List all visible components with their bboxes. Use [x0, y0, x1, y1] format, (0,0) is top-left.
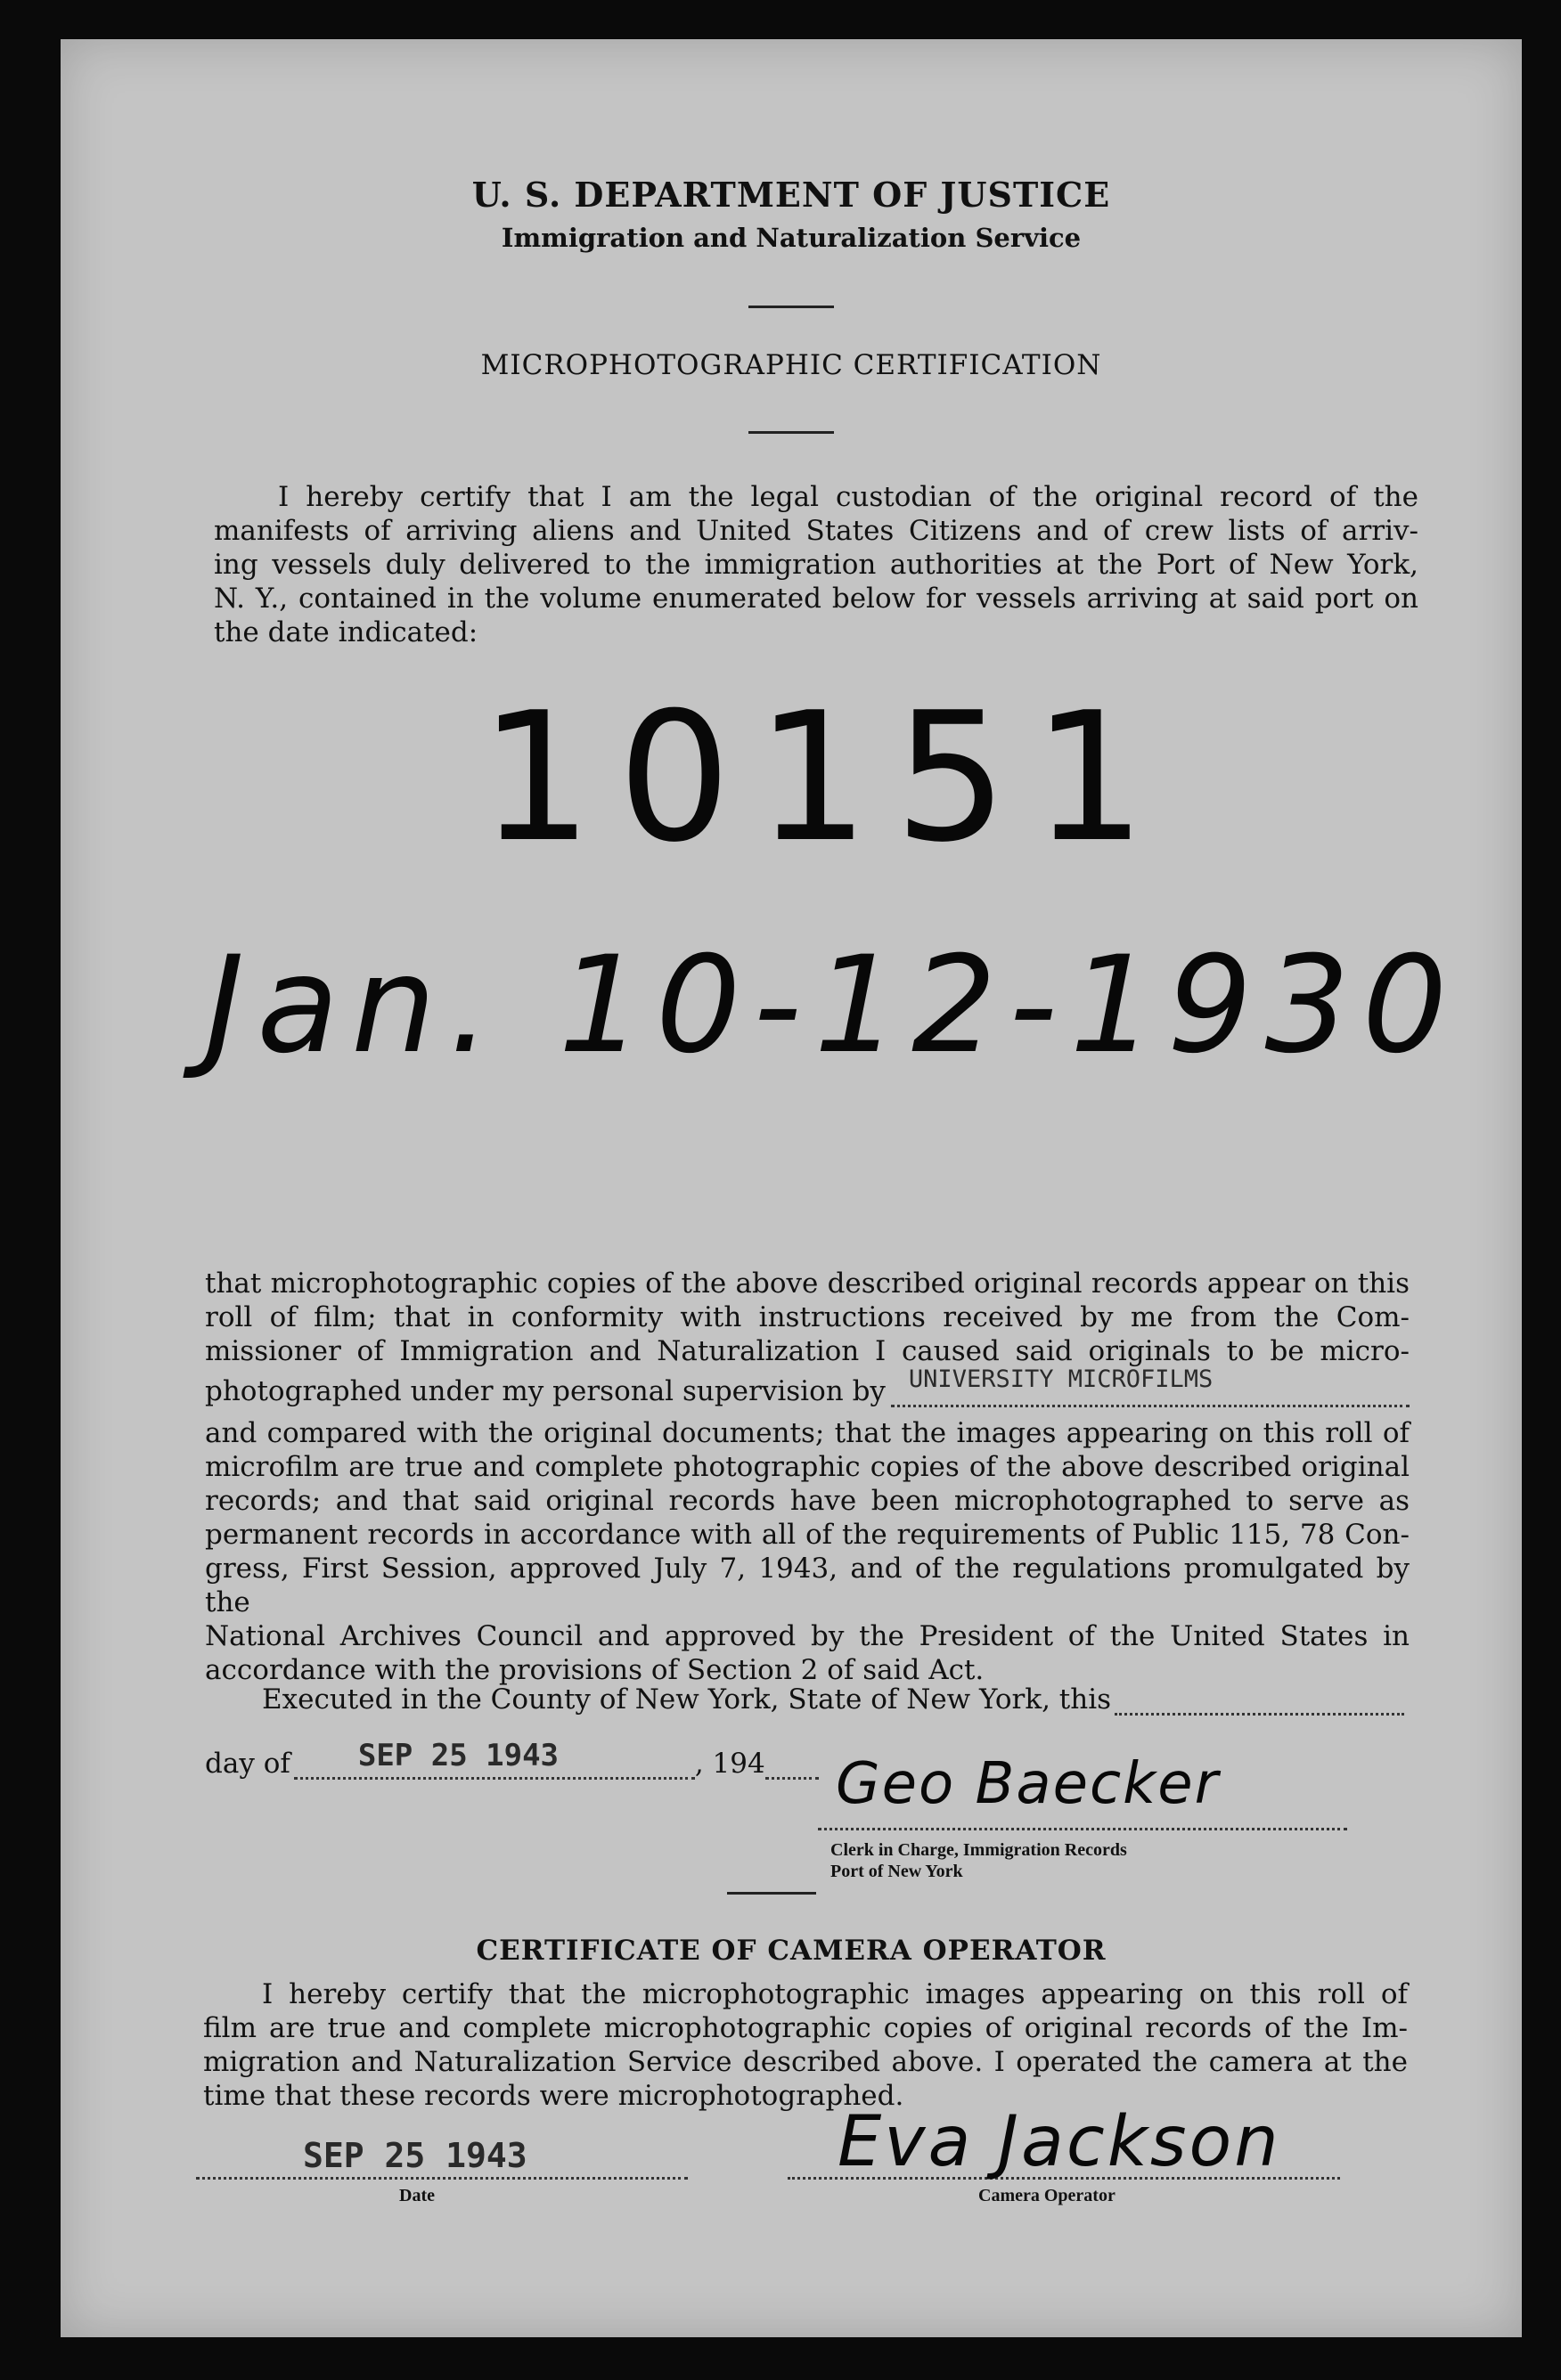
intro-paragraph — [214, 480, 1418, 649]
body-line: accordance with the provisions of Section 2 of said Act. — [205, 1654, 985, 1686]
clerk-port: Port of New York — [830, 1862, 963, 1881]
year-blank — [765, 1752, 819, 1780]
operator-label: Camera Operator — [978, 2186, 1116, 2205]
body-line: gress, First Session, approved July 7, 1943, and of the regulations promulgated by the — [205, 1553, 1410, 1618]
intro-line: N. Y., contained in the volume enumerated below for vessels arriving at said port on — [214, 583, 1418, 615]
handwritten-volume: 10151 — [479, 674, 1172, 882]
executed-line — [262, 1683, 1404, 1716]
executed-blank — [1115, 1688, 1404, 1716]
body-paragraph-top — [205, 1267, 1410, 1368]
body-line: and compared with the original documents; that the images appearing on this roll of — [205, 1417, 1410, 1449]
divider — [748, 431, 834, 434]
camera-heading: CERTIFICATE OF CAMERA OPERATOR — [476, 1935, 1107, 1967]
service-subtitle: Immigration and Naturalization Service — [501, 223, 1082, 253]
clerk-signature: Geo Baecker — [836, 1751, 1220, 1817]
executed-text: Executed in the County of New York, State of New York, this — [262, 1683, 1112, 1716]
operator-signature: Eva Jackson — [838, 2102, 1281, 2182]
day-of-line — [205, 1738, 819, 1780]
microfilm-stamp: UNIVERSITY MICROFILMS — [908, 1365, 1214, 1393]
supervision-line — [205, 1365, 1410, 1407]
intro-line: I hereby certify that I am the legal custodian of the original record of the — [278, 481, 1418, 513]
day-of-label: day of — [205, 1748, 290, 1780]
year-label: , 194 — [694, 1748, 765, 1780]
body-paragraph-bottom — [205, 1416, 1410, 1687]
certificate-sheet — [61, 39, 1522, 2337]
agency-title: U. S. DEPARTMENT OF JUSTICE — [471, 175, 1111, 215]
form-title: MICROPHOTOGRAPHIC CERTIFICATION — [480, 349, 1102, 381]
day-stamp: SEP 25 1943 — [357, 1738, 560, 1773]
camera-date-stamp: SEP 25 1943 — [303, 2136, 527, 2175]
supervision-blank — [891, 1365, 1410, 1407]
divider — [727, 1892, 816, 1895]
camera-paragraph — [203, 1977, 1408, 2113]
divider — [748, 306, 834, 308]
body-line: roll of film; that in conformity with instructions received by me from the Com- — [205, 1301, 1410, 1333]
handwritten-dates: Jan. 10-12-1930 — [205, 928, 1460, 1083]
date-line — [196, 2175, 688, 2180]
supervision-text: photographed under my personal supervision by — [205, 1375, 886, 1407]
camera-line: film are true and complete microphotographic copies of original records of the Im- — [203, 2012, 1408, 2044]
body-line: microfilm are true and complete photographic copies of the above described original — [205, 1451, 1410, 1483]
body-line: that microphotographic copies of the above described original records appear on this — [205, 1267, 1410, 1300]
camera-line: migration and Naturalization Service described above. I operated the camera at the — [203, 2046, 1408, 2078]
intro-line: the date indicated: — [214, 616, 478, 648]
camera-line: time that these records were microphotographed. — [203, 2080, 904, 2112]
clerk-title: Clerk in Charge, Immigration Records — [830, 1840, 1127, 1860]
body-line: National Archives Council and approved by the President of the United States in — [205, 1620, 1410, 1652]
intro-line: ing vessels duly delivered to the immigration authorities at the Port of New York, — [214, 549, 1418, 581]
intro-line: manifests of arriving aliens and United States Citizens and of crew lists of arriv- — [214, 515, 1418, 547]
date-label: Date — [399, 2186, 435, 2205]
body-line: records; and that said original records have been microphotographed to serve as — [205, 1485, 1410, 1517]
body-line: permanent records in accordance with all of the requirements of Public 115, 78 Con- — [205, 1519, 1410, 1551]
camera-line: I hereby certify that the microphotographic images appearing on this roll of — [262, 1978, 1408, 2010]
clerk-signature-line — [818, 1826, 1347, 1830]
body-line: missioner of Immigration and Naturalization I caused said originals to be micro- — [205, 1335, 1410, 1367]
day-blank — [294, 1738, 695, 1780]
